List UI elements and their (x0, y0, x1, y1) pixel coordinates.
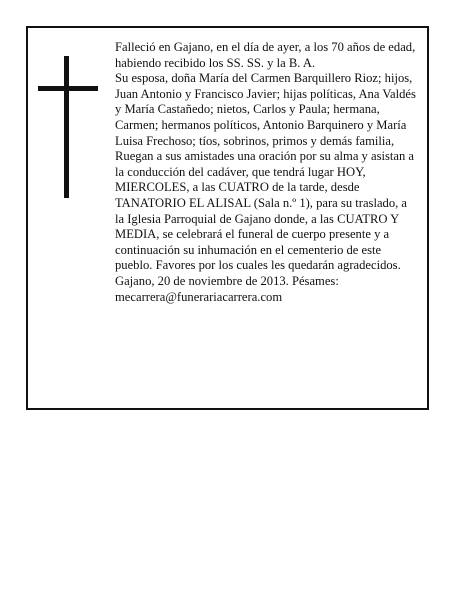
obituary-notice (26, 26, 429, 410)
death-announcement: Falleció en Gajano, en el día de ayer, a los 70 años de edad, habiendo recibido los SS. SS. y la B. A. (115, 40, 416, 70)
obituary-text (115, 40, 419, 305)
cross-symbol (38, 56, 98, 198)
condolence-email: mecarrera@funerariacarrera.com (115, 289, 283, 304)
place-date-condolences: Gajano, 20 de noviembre de 2013. Pésames: (115, 273, 339, 288)
family-list: Su esposa, doña María del Carmen Barquillero Rioz; hijos, Juan Antonio y Francisco Javier; hijas políticas, Ana Valdés y María Castañedo; nietos, Carlos y Paula; hermana, Carmen; hermanos políticos, Antonio Barquinero y María Luisa Frechoso; tíos, sobrinos, primos y demás familia, (115, 71, 416, 148)
cross-vertical-bar (64, 56, 69, 198)
funeral-details: Ruegan a sus amistades una oración por su alma y asistan a la conducción del cadáver, que tendrá lugar HOY, MIERCOLES, a las CUATRO de la tarde, desde TANATORIO EL ALISAL (Sala n.º 1), para su traslado, a la Iglesia Parroquial de Gajano donde, a las CUATRO Y MEDIA, se celebrará el funeral de cuerpo presente y a continuación su inhumación en el cementerio de este pueblo. Favores por los cuales les quedarán agradecidos. (115, 149, 415, 273)
cross-horizontal-bar (38, 86, 98, 91)
